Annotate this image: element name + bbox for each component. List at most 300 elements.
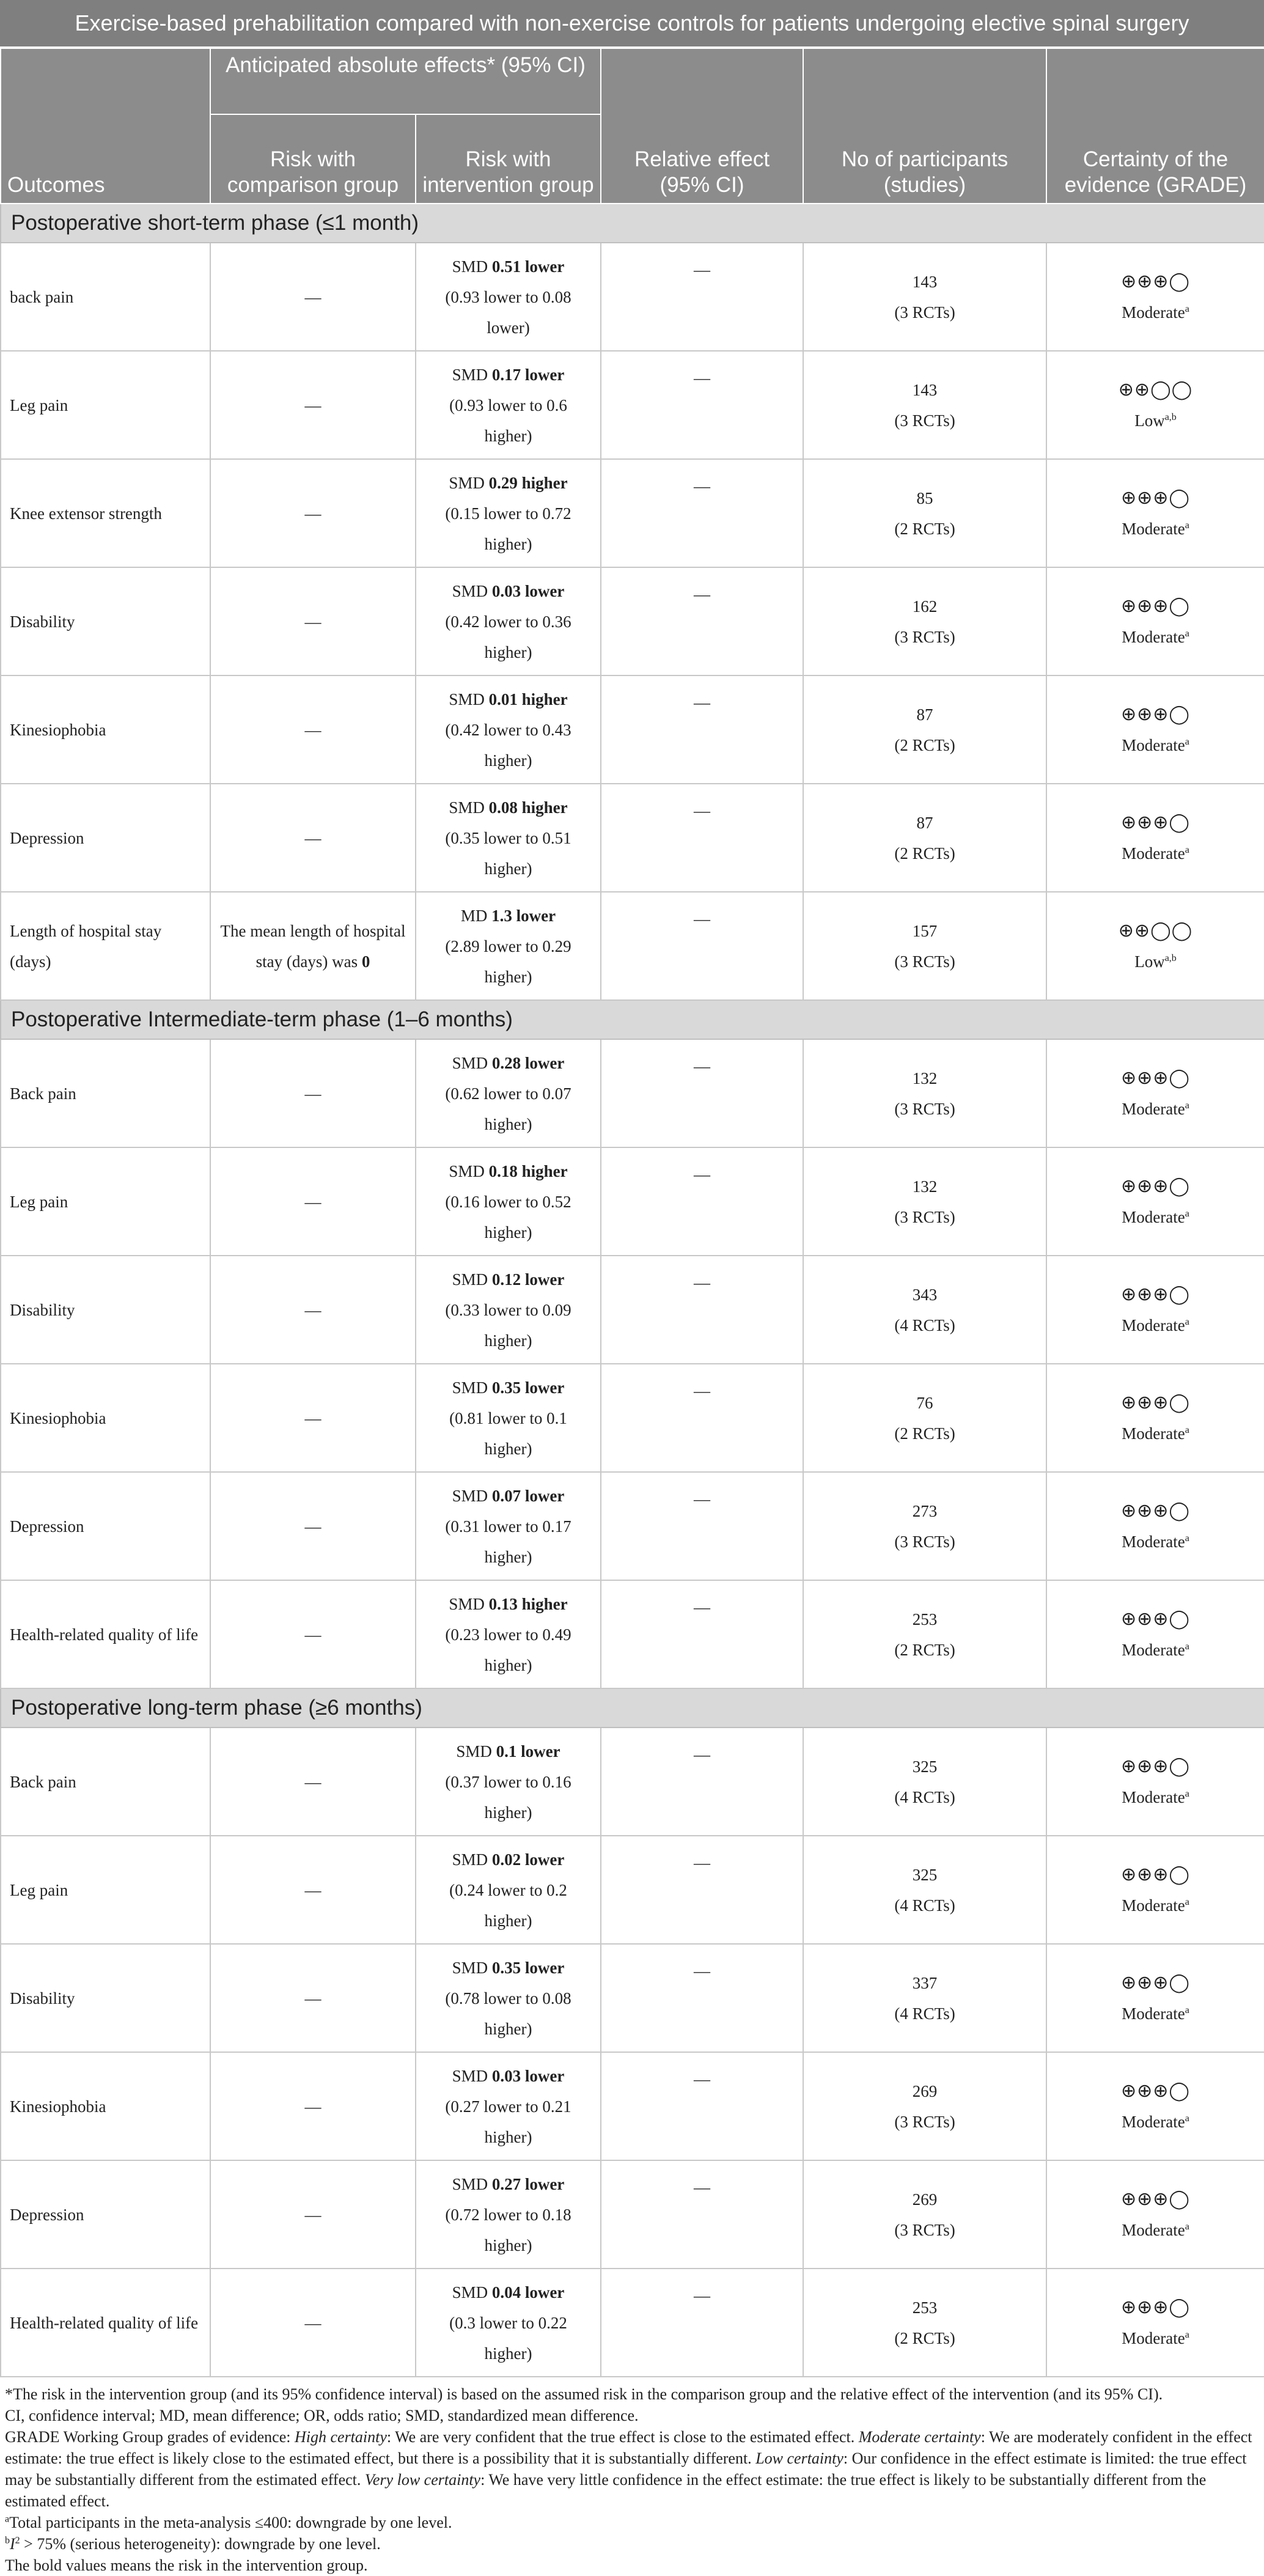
certainty-cell <box>1046 1472 1264 1580</box>
comparison-text: — <box>304 2205 322 2224</box>
relative-effect-cell: — <box>601 1147 803 1256</box>
participants-count: 76 <box>916 1393 933 1412</box>
grade-label: Moderate <box>1122 627 1185 646</box>
effect-estimate: 0.01 higher <box>488 690 568 708</box>
risk-comparison-cell <box>210 243 416 351</box>
participants-cell <box>803 351 1046 459</box>
effect-measure: SMD <box>449 473 489 492</box>
participants-count: 273 <box>912 1501 938 1520</box>
risk-intervention-cell <box>416 1472 601 1580</box>
effect-ci: (0.42 lower to 0.36 higher) <box>445 612 571 661</box>
grade-symbols-icon: ⊕⊕⊕◯ <box>1121 2188 1190 2210</box>
effect-estimate: 0.18 higher <box>488 1161 568 1180</box>
section-row <box>1 1000 1264 1039</box>
table-row <box>1 1256 1264 1364</box>
effect-estimate: 0.51 lower <box>491 257 565 276</box>
effect-measure: SMD <box>456 1742 496 1761</box>
effect-ci: (0.27 lower to 0.21 higher) <box>445 2097 571 2146</box>
grade-label: Moderate <box>1122 735 1185 754</box>
studies-count: (2 RCTs) <box>894 519 955 538</box>
footnote-star: *The risk in the intervention group (and its 95% confidence interval) is based on the assumed risk in the comparison group and the relative effect of the intervention (and its 95% CI). <box>5 2385 1163 2403</box>
grade-label: Moderate <box>1122 2004 1185 2023</box>
grade-footnote-marker: a <box>1185 1641 1189 1652</box>
effect-measure: SMD <box>452 2283 492 2302</box>
effect-measure: SMD <box>452 2066 492 2085</box>
effect-estimate: 0.27 lower <box>491 2174 565 2193</box>
table-row <box>1 351 1264 459</box>
comparison-text: — <box>304 1517 322 1536</box>
grade-symbols-icon: ⊕⊕⊕◯ <box>1121 2296 1190 2318</box>
participants-cell <box>803 1472 1046 1580</box>
effect-estimate: 0.35 lower <box>491 1958 565 1977</box>
certainty-cell <box>1046 1364 1264 1472</box>
risk-comparison-cell <box>210 2160 416 2269</box>
studies-count: (2 RCTs) <box>894 1640 955 1659</box>
participants-cell <box>803 675 1046 784</box>
table-row <box>1 1728 1264 1836</box>
risk-intervention-cell <box>416 2052 601 2160</box>
certainty-cell <box>1046 1728 1264 1836</box>
effect-ci: (0.62 lower to 0.07 higher) <box>445 1084 571 1133</box>
grade-footnote-marker: a <box>1185 844 1189 855</box>
grade-symbols-icon: ⊕⊕⊕◯ <box>1121 1608 1190 1630</box>
effect-ci: (0.15 lower to 0.72 higher) <box>445 504 571 553</box>
grade-label: Moderate <box>1122 1532 1185 1551</box>
studies-count: (3 RCTs) <box>894 627 955 646</box>
header-certainty: Certainty of the evidence (GRADE) <box>1046 48 1264 204</box>
effect-measure: SMD <box>449 1594 489 1613</box>
section-title: Postoperative long-term phase (≥6 months) <box>1 1688 1264 1728</box>
certainty-cell <box>1046 567 1264 675</box>
grade-label: Moderate <box>1122 1424 1185 1443</box>
risk-comparison-cell <box>210 1944 416 2052</box>
outcome-cell: Back pain <box>1 1728 210 1836</box>
participants-cell <box>803 1147 1046 1256</box>
comparison-text: — <box>304 1989 322 2007</box>
table-row <box>1 675 1264 784</box>
effect-measure: SMD <box>452 1378 492 1397</box>
participants-count: 132 <box>912 1069 938 1087</box>
certainty-cell <box>1046 1256 1264 1364</box>
risk-intervention-cell <box>416 351 601 459</box>
grade-footnote-marker: a <box>1185 2221 1189 2232</box>
footnote-a: $^a$Total participants in the meta-analysis ≤400: downgrade by one level. <box>5 2514 452 2531</box>
relative-effect-cell: — <box>601 1836 803 1944</box>
grade-footnote-marker: a <box>1185 1100 1189 1111</box>
effect-estimate: 0.35 lower <box>491 1378 565 1397</box>
section-row <box>1 204 1264 243</box>
risk-intervention-cell <box>416 243 601 351</box>
grade-footnote-marker: a <box>1185 2113 1189 2124</box>
comparison-text: — <box>304 1625 322 1644</box>
grade-footnote-marker: a,b <box>1164 952 1177 963</box>
studies-count: (3 RCTs) <box>894 1532 955 1551</box>
outcome-cell: back pain <box>1 243 210 351</box>
certainty-cell <box>1046 675 1264 784</box>
grade-symbols-icon: ⊕⊕⊕◯ <box>1121 1391 1190 1413</box>
table-row <box>1 459 1264 567</box>
outcome-cell: Depression <box>1 784 210 892</box>
studies-count: (3 RCTs) <box>894 1207 955 1226</box>
risk-intervention-cell <box>416 2269 601 2377</box>
comparison-text: — <box>304 720 322 739</box>
participants-cell <box>803 892 1046 1000</box>
risk-comparison-cell <box>210 892 416 1000</box>
relative-effect-cell: — <box>601 1728 803 1836</box>
effect-ci: (0.93 lower to 0.6 higher) <box>449 396 567 445</box>
header-relative-effect: Relative effect (95% CI) <box>601 48 803 204</box>
effect-ci: (0.81 lower to 0.1 higher) <box>449 1408 567 1458</box>
effect-estimate: 1.3 lower <box>491 906 556 925</box>
studies-count: (3 RCTs) <box>894 303 955 322</box>
effect-estimate: 0.28 lower <box>491 1053 565 1072</box>
risk-comparison-cell <box>210 784 416 892</box>
comparison-text: — <box>304 2313 322 2332</box>
grade-label: Low <box>1134 411 1165 430</box>
effect-estimate: 0.1 lower <box>496 1742 560 1761</box>
comparison-text: — <box>304 828 322 847</box>
participants-count: 157 <box>912 921 938 940</box>
table-header <box>1 48 1264 204</box>
certainty-cell <box>1046 2160 1264 2269</box>
grade-label: Moderate <box>1122 303 1185 322</box>
outcome-cell: Health-related quality of life <box>1 1580 210 1688</box>
studies-count: (3 RCTs) <box>894 1099 955 1118</box>
effect-ci: (0.33 lower to 0.09 higher) <box>445 1300 571 1350</box>
relative-effect-cell: — <box>601 2160 803 2269</box>
risk-comparison-cell <box>210 351 416 459</box>
effect-measure: SMD <box>449 798 489 817</box>
grade-symbols-icon: ⊕⊕⊕◯ <box>1121 1971 1190 1993</box>
risk-intervention-cell <box>416 1836 601 1944</box>
grade-footnote-marker: a <box>1185 1208 1189 1219</box>
grade-label: Moderate <box>1122 2220 1185 2239</box>
studies-count: (2 RCTs) <box>894 2328 955 2347</box>
certainty-cell <box>1046 2269 1264 2377</box>
effect-estimate: 0.02 lower <box>491 1850 565 1869</box>
participants-cell <box>803 1836 1046 1944</box>
effect-ci: (0.42 lower to 0.43 higher) <box>445 720 571 770</box>
effect-estimate: 0.17 lower <box>491 365 565 384</box>
certainty-cell <box>1046 459 1264 567</box>
certainty-cell <box>1046 784 1264 892</box>
outcome-cell: Depression <box>1 1472 210 1580</box>
participants-cell <box>803 1364 1046 1472</box>
grade-symbols-icon: ⊕⊕⊕◯ <box>1121 1863 1190 1885</box>
risk-intervention-cell <box>416 567 601 675</box>
risk-comparison-cell <box>210 1836 416 1944</box>
table-row <box>1 892 1264 1000</box>
comparison-text: — <box>304 504 322 523</box>
comparison-value: 0 <box>361 952 370 971</box>
effect-ci: (0.35 lower to 0.51 higher) <box>445 828 571 878</box>
effect-estimate: 0.04 lower <box>491 2283 565 2302</box>
relative-effect-cell: — <box>601 1580 803 1688</box>
relative-effect-cell: — <box>601 892 803 1000</box>
effect-ci: (0.23 lower to 0.49 higher) <box>445 1625 571 1674</box>
header-participants: No of participants (studies) <box>803 48 1046 204</box>
grade-symbols-icon: ⊕⊕⊕◯ <box>1121 1175 1190 1197</box>
effect-ci: (0.16 lower to 0.52 higher) <box>445 1192 571 1242</box>
table-row <box>1 1836 1264 1944</box>
outcome-cell: Leg pain <box>1 1147 210 1256</box>
grade-symbols-icon: ⊕⊕⊕◯ <box>1121 1067 1190 1089</box>
table-row <box>1 1944 1264 2052</box>
comparison-text: — <box>304 1880 322 1899</box>
risk-comparison-cell <box>210 567 416 675</box>
relative-effect-cell: — <box>601 784 803 892</box>
relative-effect-cell: — <box>601 351 803 459</box>
risk-comparison-cell <box>210 1580 416 1688</box>
studies-count: (3 RCTs) <box>894 2112 955 2131</box>
outcome-cell: Depression <box>1 2160 210 2269</box>
effect-ci: (0.37 lower to 0.16 higher) <box>445 1772 571 1822</box>
outcome-cell: Length of hospital stay (days) <box>1 892 210 1000</box>
effect-measure: SMD <box>449 690 489 708</box>
effect-estimate: 0.13 higher <box>488 1594 568 1613</box>
outcome-cell: Knee extensor strength <box>1 459 210 567</box>
grade-footnote-marker: a <box>1185 2004 1189 2015</box>
risk-intervention-cell <box>416 892 601 1000</box>
participants-count: 253 <box>912 2298 938 2317</box>
table-row <box>1 1580 1264 1688</box>
grade-footnote-marker: a <box>1185 303 1189 314</box>
risk-intervention-cell <box>416 1580 601 1688</box>
participants-count: 253 <box>912 1610 938 1628</box>
certainty-cell <box>1046 1039 1264 1147</box>
participants-cell <box>803 2160 1046 2269</box>
risk-intervention-cell <box>416 1728 601 1836</box>
participants-count: 343 <box>912 1285 938 1304</box>
studies-count: (3 RCTs) <box>894 411 955 430</box>
grade-symbols-icon: ⊕⊕⊕◯ <box>1121 811 1190 833</box>
header-risk-comparison: Risk with comparison group <box>210 114 416 204</box>
participants-count: 337 <box>912 1973 938 1992</box>
comparison-text: — <box>304 396 322 414</box>
grade-label: Moderate <box>1122 844 1185 863</box>
grade-symbols-icon: ⊕⊕⊕◯ <box>1121 1283 1190 1305</box>
relative-effect-cell: — <box>601 1256 803 1364</box>
effect-measure: SMD <box>452 365 492 384</box>
grade-footnote-marker: a <box>1185 1533 1189 1544</box>
risk-intervention-cell <box>416 1039 601 1147</box>
effect-ci: (0.3 lower to 0.22 higher) <box>449 2313 567 2363</box>
table-row <box>1 1147 1264 1256</box>
grade-label: Moderate <box>1122 1316 1185 1334</box>
grade-footnote-marker: a <box>1185 1896 1189 1907</box>
grade-label: Moderate <box>1122 1207 1185 1226</box>
relative-effect-cell: — <box>601 1364 803 1472</box>
table-row <box>1 243 1264 351</box>
footnotes <box>0 2377 1264 2576</box>
grade-label: Moderate <box>1122 1099 1185 1118</box>
studies-count: (4 RCTs) <box>894 2004 955 2023</box>
effect-measure: SMD <box>449 1161 489 1180</box>
table-row <box>1 2160 1264 2269</box>
certainty-cell <box>1046 892 1264 1000</box>
header-risk-intervention: Risk with intervention group <box>416 114 601 204</box>
risk-intervention-cell <box>416 1364 601 1472</box>
table-row <box>1 784 1264 892</box>
comparison-text: The mean length of hospital stay (days) was <box>220 921 406 971</box>
relative-effect-cell: — <box>601 2052 803 2160</box>
studies-count: (4 RCTs) <box>894 1787 955 1806</box>
outcome-cell: Health-related quality of life <box>1 2269 210 2377</box>
comparison-text: — <box>304 2097 322 2116</box>
grade-footnote-marker: a <box>1185 2329 1189 2340</box>
grade-footnote-marker: a <box>1185 1316 1189 1327</box>
grade-label: Moderate <box>1122 1896 1185 1915</box>
grade-footnote-marker: a <box>1185 1788 1189 1799</box>
grade-footnote-marker: a <box>1185 520 1189 531</box>
section-title: Postoperative Intermediate-term phase (1–6 months) <box>1 1000 1264 1039</box>
participants-cell <box>803 1728 1046 1836</box>
certainty-cell <box>1046 1147 1264 1256</box>
grade-label: Moderate <box>1122 519 1185 538</box>
risk-intervention-cell <box>416 1944 601 2052</box>
relative-effect-cell: — <box>601 675 803 784</box>
participants-count: 143 <box>912 272 938 291</box>
outcome-cell: Disability <box>1 1256 210 1364</box>
participants-cell <box>803 1256 1046 1364</box>
participants-count: 162 <box>912 597 938 616</box>
participants-count: 269 <box>912 2081 938 2100</box>
participants-cell <box>803 784 1046 892</box>
participants-count: 132 <box>912 1177 938 1196</box>
participants-count: 85 <box>916 488 933 507</box>
studies-count: (4 RCTs) <box>894 1316 955 1334</box>
grade-footnote-marker: a <box>1185 736 1189 747</box>
outcome-cell: Kinesiophobia <box>1 2052 210 2160</box>
comparison-text: — <box>304 612 322 631</box>
relative-effect-cell: — <box>601 459 803 567</box>
risk-intervention-cell <box>416 2160 601 2269</box>
risk-comparison-cell <box>210 1039 416 1147</box>
participants-cell <box>803 1039 1046 1147</box>
participants-count: 269 <box>912 2190 938 2209</box>
studies-count: (3 RCTs) <box>894 952 955 971</box>
section-row <box>1 1688 1264 1728</box>
certainty-cell <box>1046 351 1264 459</box>
risk-comparison-cell <box>210 675 416 784</box>
table-row <box>1 1472 1264 1580</box>
certainty-cell <box>1046 2052 1264 2160</box>
footnote-bold-values: The bold values means the risk in the intervention group. <box>5 2556 368 2574</box>
comparison-text: — <box>304 1408 322 1427</box>
risk-comparison-cell <box>210 1472 416 1580</box>
participants-count: 325 <box>912 1757 938 1776</box>
certainty-cell <box>1046 1944 1264 2052</box>
risk-comparison-cell <box>210 459 416 567</box>
header-anticipated-effects: Anticipated absolute effects* (95% CI) <box>210 48 601 114</box>
relative-effect-cell: — <box>601 1944 803 2052</box>
grade-symbols-icon: ⊕⊕⊕◯ <box>1121 270 1190 292</box>
participants-cell <box>803 243 1046 351</box>
section-title: Postoperative short-term phase (≤1 month) <box>1 204 1264 243</box>
participants-cell <box>803 1580 1046 1688</box>
grade-symbols-icon: ⊕⊕◯◯ <box>1118 378 1193 400</box>
effect-measure: SMD <box>452 2174 492 2193</box>
outcome-cell: Leg pain <box>1 1836 210 1944</box>
table-row <box>1 2052 1264 2160</box>
participants-count: 143 <box>912 380 938 399</box>
grade-symbols-icon: ⊕⊕⊕◯ <box>1121 487 1190 509</box>
grade-symbols-icon: ⊕⊕◯◯ <box>1118 919 1193 941</box>
risk-comparison-cell <box>210 1364 416 1472</box>
effect-estimate: 0.03 lower <box>491 581 565 600</box>
grade-symbols-icon: ⊕⊕⊕◯ <box>1121 1755 1190 1777</box>
grade-label: Moderate <box>1122 2328 1185 2347</box>
effect-measure: SMD <box>452 1486 492 1505</box>
comparison-text: — <box>304 1772 322 1791</box>
grade-label: Moderate <box>1122 2112 1185 2131</box>
comparison-text: — <box>304 1084 322 1103</box>
effect-ci: (0.78 lower to 0.08 higher) <box>445 1989 571 2038</box>
relative-effect-cell: — <box>601 567 803 675</box>
participants-count: 87 <box>916 705 933 724</box>
footnote-abbreviations: CI, confidence interval; MD, mean difference; OR, odds ratio; SMD, standardized mean difference. <box>5 2407 639 2424</box>
participants-count: 325 <box>912 1865 938 1884</box>
grade-symbols-icon: ⊕⊕⊕◯ <box>1121 1500 1190 1522</box>
table-row <box>1 1039 1264 1147</box>
effect-estimate: 0.29 higher <box>488 473 568 492</box>
grade-symbols-icon: ⊕⊕⊕◯ <box>1121 703 1190 725</box>
effect-ci: (0.24 lower to 0.2 higher) <box>449 1880 567 1930</box>
effect-ci: (0.93 lower to 0.08 lower) <box>445 287 571 337</box>
participants-cell <box>803 567 1046 675</box>
outcome-cell: Back pain <box>1 1039 210 1147</box>
effect-measure: SMD <box>452 1053 492 1072</box>
grade-label: Low <box>1134 952 1165 971</box>
outcome-cell: Kinesiophobia <box>1 675 210 784</box>
outcome-cell: Leg pain <box>1 351 210 459</box>
participants-cell <box>803 459 1046 567</box>
footnote-b: $^bI^2 > 75\%$ (serious heterogeneity): downgrade by one level. <box>5 2535 381 2553</box>
effect-measure: SMD <box>452 1270 492 1289</box>
effect-ci: (0.72 lower to 0.18 higher) <box>445 2205 571 2254</box>
certainty-cell <box>1046 1836 1264 1944</box>
table-body <box>1 204 1264 2377</box>
studies-count: (2 RCTs) <box>894 735 955 754</box>
effect-ci: (2.89 lower to 0.29 higher) <box>445 937 571 986</box>
relative-effect-cell: — <box>601 1472 803 1580</box>
participants-cell <box>803 1944 1046 2052</box>
studies-count: (2 RCTs) <box>894 844 955 863</box>
certainty-cell <box>1046 1580 1264 1688</box>
comparison-text: — <box>304 287 322 306</box>
table-row <box>1 567 1264 675</box>
comparison-text: — <box>304 1192 322 1211</box>
studies-count: (3 RCTs) <box>894 2220 955 2239</box>
table-row <box>1 1364 1264 1472</box>
footnote-grade: GRADE Working Group grades of evidence: High certainty: We are very confident that the true effect is close to the estimated effect. Moderate certainty: We are moderately confident in the effect estimate: the true effect is likely close to the estimated effect, but there is a possibility that it is substantially different. Low certainty: Our confidence in the effect estimate is limited: the true effect may be substantially different from the estimated effect. Very low certainty: We have very little confidence in the effect estimate: the true effect is likely to be substantially different from the estimated effect. <box>5 2428 1252 2510</box>
relative-effect-cell: — <box>601 243 803 351</box>
effect-measure: MD <box>460 906 492 925</box>
risk-intervention-cell <box>416 784 601 892</box>
outcome-cell: Disability <box>1 567 210 675</box>
effect-estimate: 0.03 lower <box>491 2066 565 2085</box>
participants-count: 87 <box>916 813 933 832</box>
comparison-text: — <box>304 1300 322 1319</box>
table-row <box>1 2269 1264 2377</box>
table-title: Exercise-based prehabilitation compared with non-exercise controls for patients undergoing elective spinal surgery <box>0 0 1264 48</box>
effect-ci: (0.31 lower to 0.17 higher) <box>445 1517 571 1566</box>
effect-estimate: 0.08 higher <box>488 798 568 817</box>
grade-symbols-icon: ⊕⊕⊕◯ <box>1121 595 1190 617</box>
outcome-cell: Disability <box>1 1944 210 2052</box>
risk-comparison-cell <box>210 1147 416 1256</box>
relative-effect-cell: — <box>601 1039 803 1147</box>
